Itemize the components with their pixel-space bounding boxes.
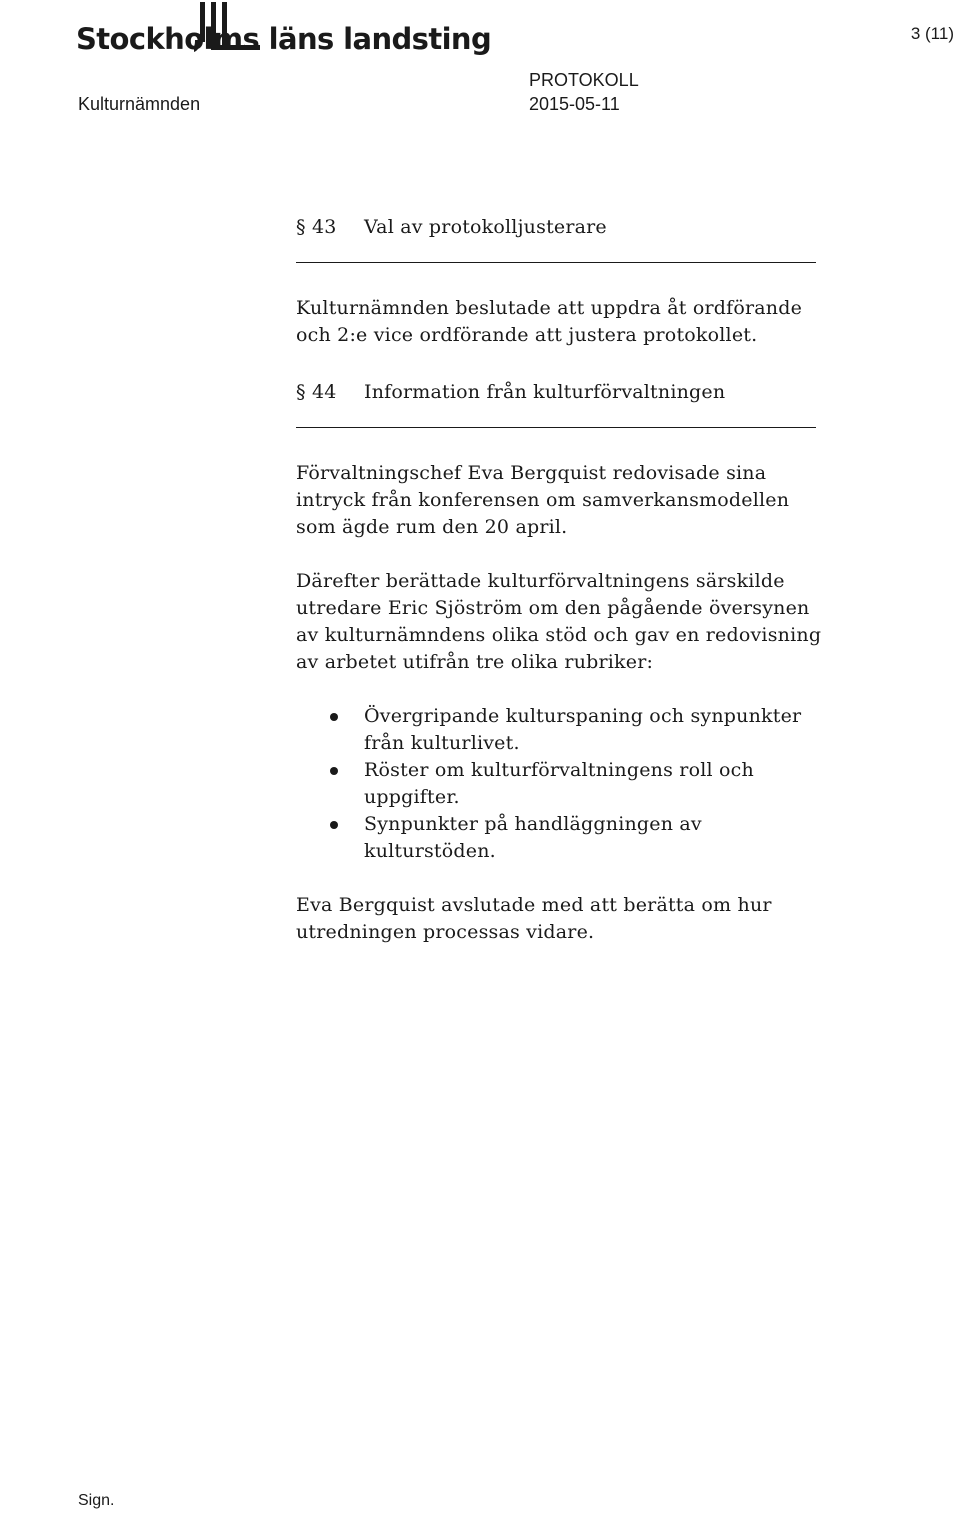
list-item: Övergripande kulturspaning och synpunkter från kulturlivet. [296, 703, 826, 757]
org-name: Stockholms läns landsting [76, 22, 492, 56]
bullet-icon [330, 821, 338, 829]
bullet-list [296, 703, 826, 865]
paragraph: Eva Bergquist avslutade med att berätta om hur utredningen processas vidare. [296, 894, 772, 943]
section-number: § 43 [296, 216, 337, 238]
section-heading [296, 375, 826, 413]
section-title: Information från kulturförvaltningen [364, 381, 726, 403]
section-heading [296, 210, 826, 248]
paragraph: Förvaltningschef Eva Bergquist redovisade sina intryck från konferensen om samverkansmodellen som ägde rum den 20 april. [296, 462, 790, 538]
section-divider [296, 262, 816, 263]
list-item: Röster om kulturförvaltningens roll och uppgifter. [296, 757, 826, 811]
document-type: PROTOKOLL [529, 70, 639, 90]
bullet-icon [330, 713, 338, 721]
committee-name: Kulturnämnden [78, 94, 201, 114]
page-number: 3 (11) [910, 24, 954, 43]
section-title: Val av protokolljusterare [364, 216, 607, 238]
document-date: 2015-05-11 [529, 94, 620, 114]
paragraph: Kulturnämnden beslutade att uppdra åt ordförande och 2:e vice ordförande att justera protokollet. [296, 297, 803, 346]
section-divider [296, 427, 816, 428]
bullet-icon [330, 767, 338, 775]
section-number: § 44 [296, 381, 337, 403]
list-item: Synpunkter på handläggningen av kulturstöden. [296, 811, 826, 865]
paragraph: Därefter berättade kulturförvaltningens särskilde utredare Eric Sjöström om den pågående översynen av kulturnämndens olika stöd och gav en redovisning av arbetet utifrån tre olika rubriker: [296, 570, 822, 673]
document-body [296, 210, 826, 946]
sign-label: Sign. [78, 1492, 115, 1509]
